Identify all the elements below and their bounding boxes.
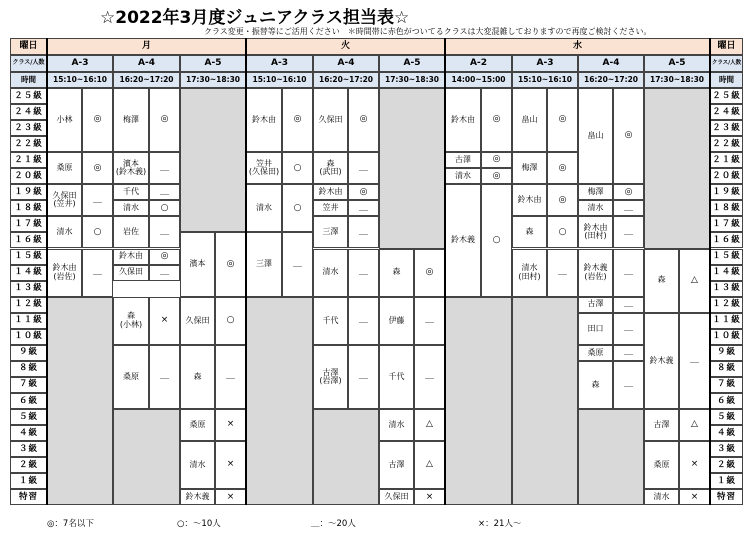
unavailable-block (379, 88, 445, 249)
grade-label-right: １５級 (710, 249, 743, 265)
class-header: A-3 (47, 55, 113, 72)
grade-label-left: ２０級 (10, 168, 47, 184)
day-separator-line (444, 38, 445, 505)
grade-label-left: １級 (10, 473, 47, 489)
teacher-name: 鈴木義 (445, 184, 481, 296)
teacher-name: 桑原 (644, 441, 679, 489)
teacher-name: 古澤 (644, 409, 679, 441)
day-header-tuesday: 火 (246, 38, 445, 55)
grade-label-left: １７級 (10, 216, 47, 232)
teacher-name: 千代 (113, 184, 149, 200)
teacher-name: 濱本 (鈴木義) (113, 152, 149, 184)
grade-label-right: ２１級 (710, 152, 743, 168)
grade-label-right: １９級 (710, 184, 743, 200)
capacity-mark: ◎ (82, 88, 113, 152)
unavailable-block (47, 297, 113, 506)
class-header: A-3 (512, 55, 578, 72)
grade-label-right: ２４級 (710, 104, 743, 120)
capacity-mark: ◎ (481, 88, 512, 152)
capacity-mark: ＿ (613, 249, 644, 297)
grade-label-right: ２０級 (710, 168, 743, 184)
capacity-mark: ◎ (348, 184, 379, 200)
class-header: A-2 (445, 55, 512, 72)
class-header: A-4 (578, 55, 644, 72)
grade-label-left: １１級 (10, 313, 47, 329)
time-header: 15:10~16:10 (47, 72, 113, 88)
teacher-name: 鈴木義 (岩佐) (578, 249, 613, 297)
teacher-name: 鈴木由 (313, 184, 348, 200)
grade-label-right: １３級 (710, 281, 743, 297)
teacher-name: 森 (512, 216, 547, 248)
teacher-name: 畠山 (512, 88, 547, 152)
capacity-mark: ＿ (613, 313, 644, 345)
capacity-mark: ◎ (481, 152, 512, 168)
grade-label-right: ９級 (710, 345, 743, 361)
capacity-mark: ＿ (348, 216, 379, 248)
teacher-name: 古澤 (岩澤) (313, 345, 348, 409)
teacher-name: 畠山 (578, 88, 613, 184)
capacity-mark: × (149, 297, 180, 345)
grade-label-right: ５級 (710, 409, 743, 425)
capacity-mark: △ (679, 249, 710, 313)
capacity-mark: ＿ (348, 345, 379, 409)
time-label-left: 時間 (10, 72, 47, 88)
capacity-mark: ＿ (613, 297, 644, 313)
teacher-name: 古澤 (379, 441, 414, 489)
grade-label-right: １８級 (710, 200, 743, 216)
capacity-mark: × (679, 441, 710, 489)
grade-label-left: １４級 (10, 265, 47, 281)
grade-label-left: １２級 (10, 297, 47, 313)
grade-label-right: ３級 (710, 441, 743, 457)
capacity-mark: ＿ (613, 200, 644, 216)
capacity-mark: ＿ (613, 361, 644, 409)
time-header: 17:30~18:30 (180, 72, 246, 88)
unavailable-block (246, 297, 313, 506)
grade-label-left: ４級 (10, 425, 47, 441)
capacity-mark: ○ (282, 152, 313, 184)
capacity-mark: ○ (82, 216, 113, 248)
capacity-mark: ◎ (547, 88, 578, 152)
class-header: A-4 (113, 55, 180, 72)
capacity-mark: ＿ (348, 249, 379, 297)
unavailable-block (445, 297, 512, 506)
teacher-name: 清水 (47, 216, 82, 248)
teacher-name: 鈴木由 (512, 184, 547, 216)
grade-label-left: ２１級 (10, 152, 47, 168)
capacity-mark: ＿ (282, 232, 313, 296)
teacher-name: 森 (小林) (113, 297, 149, 345)
teacher-name: 笠井 (久保田) (246, 152, 282, 184)
grade-label-left: １５級 (10, 249, 47, 265)
capacity-mark: ＿ (348, 297, 379, 345)
legend-3: ＿：～20人 (311, 519, 356, 529)
grade-label-right: 特習 (710, 489, 743, 505)
grade-label-left: ２４級 (10, 104, 47, 120)
capacity-mark: ＿ (679, 313, 710, 409)
time-header: 15:10~16:10 (512, 72, 578, 88)
teacher-name: 鈴木義 (180, 489, 215, 505)
teacher-name: 鈴木由 (岩佐) (47, 249, 82, 297)
day-header-wednesday: 水 (445, 38, 710, 55)
time-header: 16:20~17:20 (313, 72, 379, 88)
capacity-mark: ◎ (282, 88, 313, 152)
grade-label-right: １２級 (710, 297, 743, 313)
teacher-name: 森 (武田) (313, 152, 348, 184)
capacity-mark: △ (414, 441, 445, 489)
teacher-name: 古澤 (445, 152, 481, 168)
class-header: A-5 (180, 55, 246, 72)
teacher-name: 鈴木由 (445, 88, 481, 152)
grade-label-left: １３級 (10, 281, 47, 297)
grade-label-left: ２５級 (10, 88, 47, 104)
teacher-name: 清水 (379, 409, 414, 441)
time-header: 14:00~15:00 (445, 72, 512, 88)
grade-label-left: ７級 (10, 377, 47, 393)
teacher-name: 三澤 (246, 232, 282, 296)
teacher-name: 桑原 (113, 345, 149, 409)
grade-label-right: １７級 (710, 216, 743, 232)
grade-label-right: ２級 (710, 457, 743, 473)
teacher-name: 三澤 (313, 216, 348, 248)
capacity-mark: ◎ (547, 184, 578, 216)
capacity-mark: ◎ (481, 168, 512, 184)
capacity-mark: ＿ (82, 249, 113, 297)
grade-label-right: １０級 (710, 329, 743, 345)
grade-label-right: １６級 (710, 232, 743, 248)
capacity-mark: × (679, 489, 710, 505)
teacher-name: 清水 (578, 200, 613, 216)
notice-text: クラス変更・振替等にご活用ください ＊時間帯に赤色がついてるクラスは大変混雑しておりますので再度ご検討ください。 (204, 27, 652, 36)
grade-label-right: １１級 (710, 313, 743, 329)
day-separator-line (709, 38, 710, 505)
grade-label-right: ２５級 (710, 88, 743, 104)
class-header: A-5 (379, 55, 445, 72)
grade-label-left: １８級 (10, 200, 47, 216)
capacity-mark: ○ (215, 297, 246, 345)
capacity-mark: ◎ (613, 88, 644, 184)
class-header: A-5 (644, 55, 710, 72)
teacher-name: 清水 (246, 184, 282, 232)
capacity-mark: ＿ (149, 216, 180, 248)
teacher-name: 久保田 (113, 265, 149, 281)
day-separator-line (245, 38, 246, 505)
legend-2: ○：～10人 (177, 519, 221, 529)
teacher-name: 鈴木由 (113, 249, 149, 265)
grade-label-right: ６級 (710, 393, 743, 409)
time-header: 16:20~17:20 (113, 72, 180, 88)
unavailable-block (180, 88, 246, 232)
teacher-name: 久保田 (313, 88, 348, 152)
unavailable-block (512, 297, 578, 506)
teacher-name: 桑原 (180, 409, 215, 441)
teacher-name: 久保田 (379, 489, 414, 505)
teacher-name: 桑原 (578, 345, 613, 361)
teacher-name: 千代 (313, 297, 348, 345)
unavailable-block (644, 88, 710, 249)
teacher-name: 千代 (379, 345, 414, 409)
teacher-name: 清水 (445, 168, 481, 184)
class-count-label-left: クラス/人数 (10, 55, 47, 72)
capacity-mark: × (215, 409, 246, 441)
grade-label-left: ２２級 (10, 136, 47, 152)
capacity-mark: ◎ (215, 232, 246, 296)
grade-label-left: ６級 (10, 393, 47, 409)
grade-label-left: ５級 (10, 409, 47, 425)
capacity-mark: ＿ (149, 265, 180, 281)
time-header: 17:30~18:30 (644, 72, 710, 88)
page-title: ☆2022年3月度ジュニアクラス担当表☆ (100, 8, 410, 28)
grade-label-left: 特習 (10, 489, 47, 505)
grade-label-left: １０級 (10, 329, 47, 345)
teacher-name: 笠井 (313, 200, 348, 216)
time-header: 16:20~17:20 (578, 72, 644, 88)
legend-1: ◎：7名以下 (47, 519, 94, 529)
grade-label-left: ３級 (10, 441, 47, 457)
capacity-mark: ＿ (348, 152, 379, 184)
teacher-name: 田口 (578, 313, 613, 345)
capacity-mark: ○ (481, 184, 512, 296)
capacity-mark: ＿ (547, 249, 578, 297)
grade-label-right: ２２級 (710, 136, 743, 152)
capacity-mark: ＿ (414, 297, 445, 345)
teacher-name: 岩佐 (113, 216, 149, 248)
teacher-name: 森 (180, 345, 215, 409)
teacher-name: 清水 (313, 249, 348, 297)
day-header-monday: 月 (47, 38, 246, 55)
teacher-name: 森 (644, 249, 679, 313)
grade-label-left: ９級 (10, 345, 47, 361)
teacher-name: 鈴木由 (田村) (578, 216, 613, 248)
weekday-label-right: 曜日 (710, 38, 743, 55)
capacity-mark: ◎ (414, 249, 445, 297)
capacity-mark: ＿ (149, 152, 180, 184)
capacity-mark: ○ (547, 216, 578, 248)
unavailable-block (113, 409, 180, 505)
capacity-mark: ◎ (547, 152, 578, 184)
unavailable-block (578, 409, 644, 505)
capacity-mark: ◎ (82, 152, 113, 184)
capacity-mark: ◎ (149, 249, 180, 265)
teacher-name: 梅澤 (578, 184, 613, 200)
capacity-mark: × (215, 489, 246, 505)
capacity-mark: × (414, 489, 445, 505)
teacher-name: 鈴木義 (644, 313, 679, 409)
grade-label-right: １４級 (710, 265, 743, 281)
capacity-mark: △ (679, 409, 710, 441)
teacher-name: 小林 (47, 88, 82, 152)
schedule-table (10, 38, 743, 514)
grade-label-left: ２３級 (10, 120, 47, 136)
teacher-name: 清水 (644, 489, 679, 505)
capacity-mark: × (215, 441, 246, 489)
capacity-mark: △ (414, 409, 445, 441)
teacher-name: 鈴木由 (246, 88, 282, 152)
teacher-name: 濱本 (180, 232, 215, 296)
teacher-name: 桑原 (47, 152, 82, 184)
grade-label-right: ２３級 (710, 120, 743, 136)
capacity-mark: ◎ (348, 88, 379, 152)
teacher-name: 森 (379, 249, 414, 297)
teacher-name: 久保田 (笠井) (47, 184, 82, 216)
teacher-name: 清水 (180, 441, 215, 489)
class-count-label-right: クラス/人数 (710, 55, 743, 72)
teacher-name: 梅澤 (512, 152, 547, 184)
capacity-mark: ＿ (149, 345, 180, 409)
teacher-name: 古澤 (578, 297, 613, 313)
teacher-name: 伊藤 (379, 297, 414, 345)
grade-label-right: ７級 (710, 377, 743, 393)
grade-label-left: ８級 (10, 361, 47, 377)
grade-label-left: ２級 (10, 457, 47, 473)
class-header: A-3 (246, 55, 313, 72)
capacity-mark: ＿ (348, 200, 379, 216)
capacity-mark: ＿ (149, 184, 180, 200)
time-header: 17:30~18:30 (379, 72, 445, 88)
teacher-name: 清水 (田村) (512, 249, 547, 297)
weekday-label-left: 曜日 (10, 38, 47, 55)
capacity-mark: ◎ (149, 88, 180, 152)
teacher-name: 久保田 (180, 297, 215, 345)
time-label-right: 時間 (710, 72, 743, 88)
capacity-mark: ＿ (613, 345, 644, 361)
grade-label-right: ８級 (710, 361, 743, 377)
teacher-name: 清水 (113, 200, 149, 216)
capacity-mark: ○ (282, 184, 313, 232)
capacity-mark: ＿ (82, 184, 113, 216)
class-header: A-4 (313, 55, 379, 72)
teacher-name: 森 (578, 361, 613, 409)
day-separator-line (46, 38, 47, 505)
legend-4: ×：21人～ (478, 519, 522, 529)
capacity-mark: ＿ (414, 345, 445, 409)
capacity-mark: ＿ (215, 345, 246, 409)
unavailable-block (313, 409, 379, 505)
grade-label-right: ４級 (710, 425, 743, 441)
grade-label-left: １９級 (10, 184, 47, 200)
grade-label-left: １６級 (10, 232, 47, 248)
capacity-mark: ○ (149, 200, 180, 216)
time-header: 15:10~16:10 (246, 72, 313, 88)
teacher-name: 梅澤 (113, 88, 149, 152)
grade-label-right: １級 (710, 473, 743, 489)
capacity-mark: ＿ (613, 216, 644, 248)
capacity-mark: ◎ (613, 184, 644, 200)
